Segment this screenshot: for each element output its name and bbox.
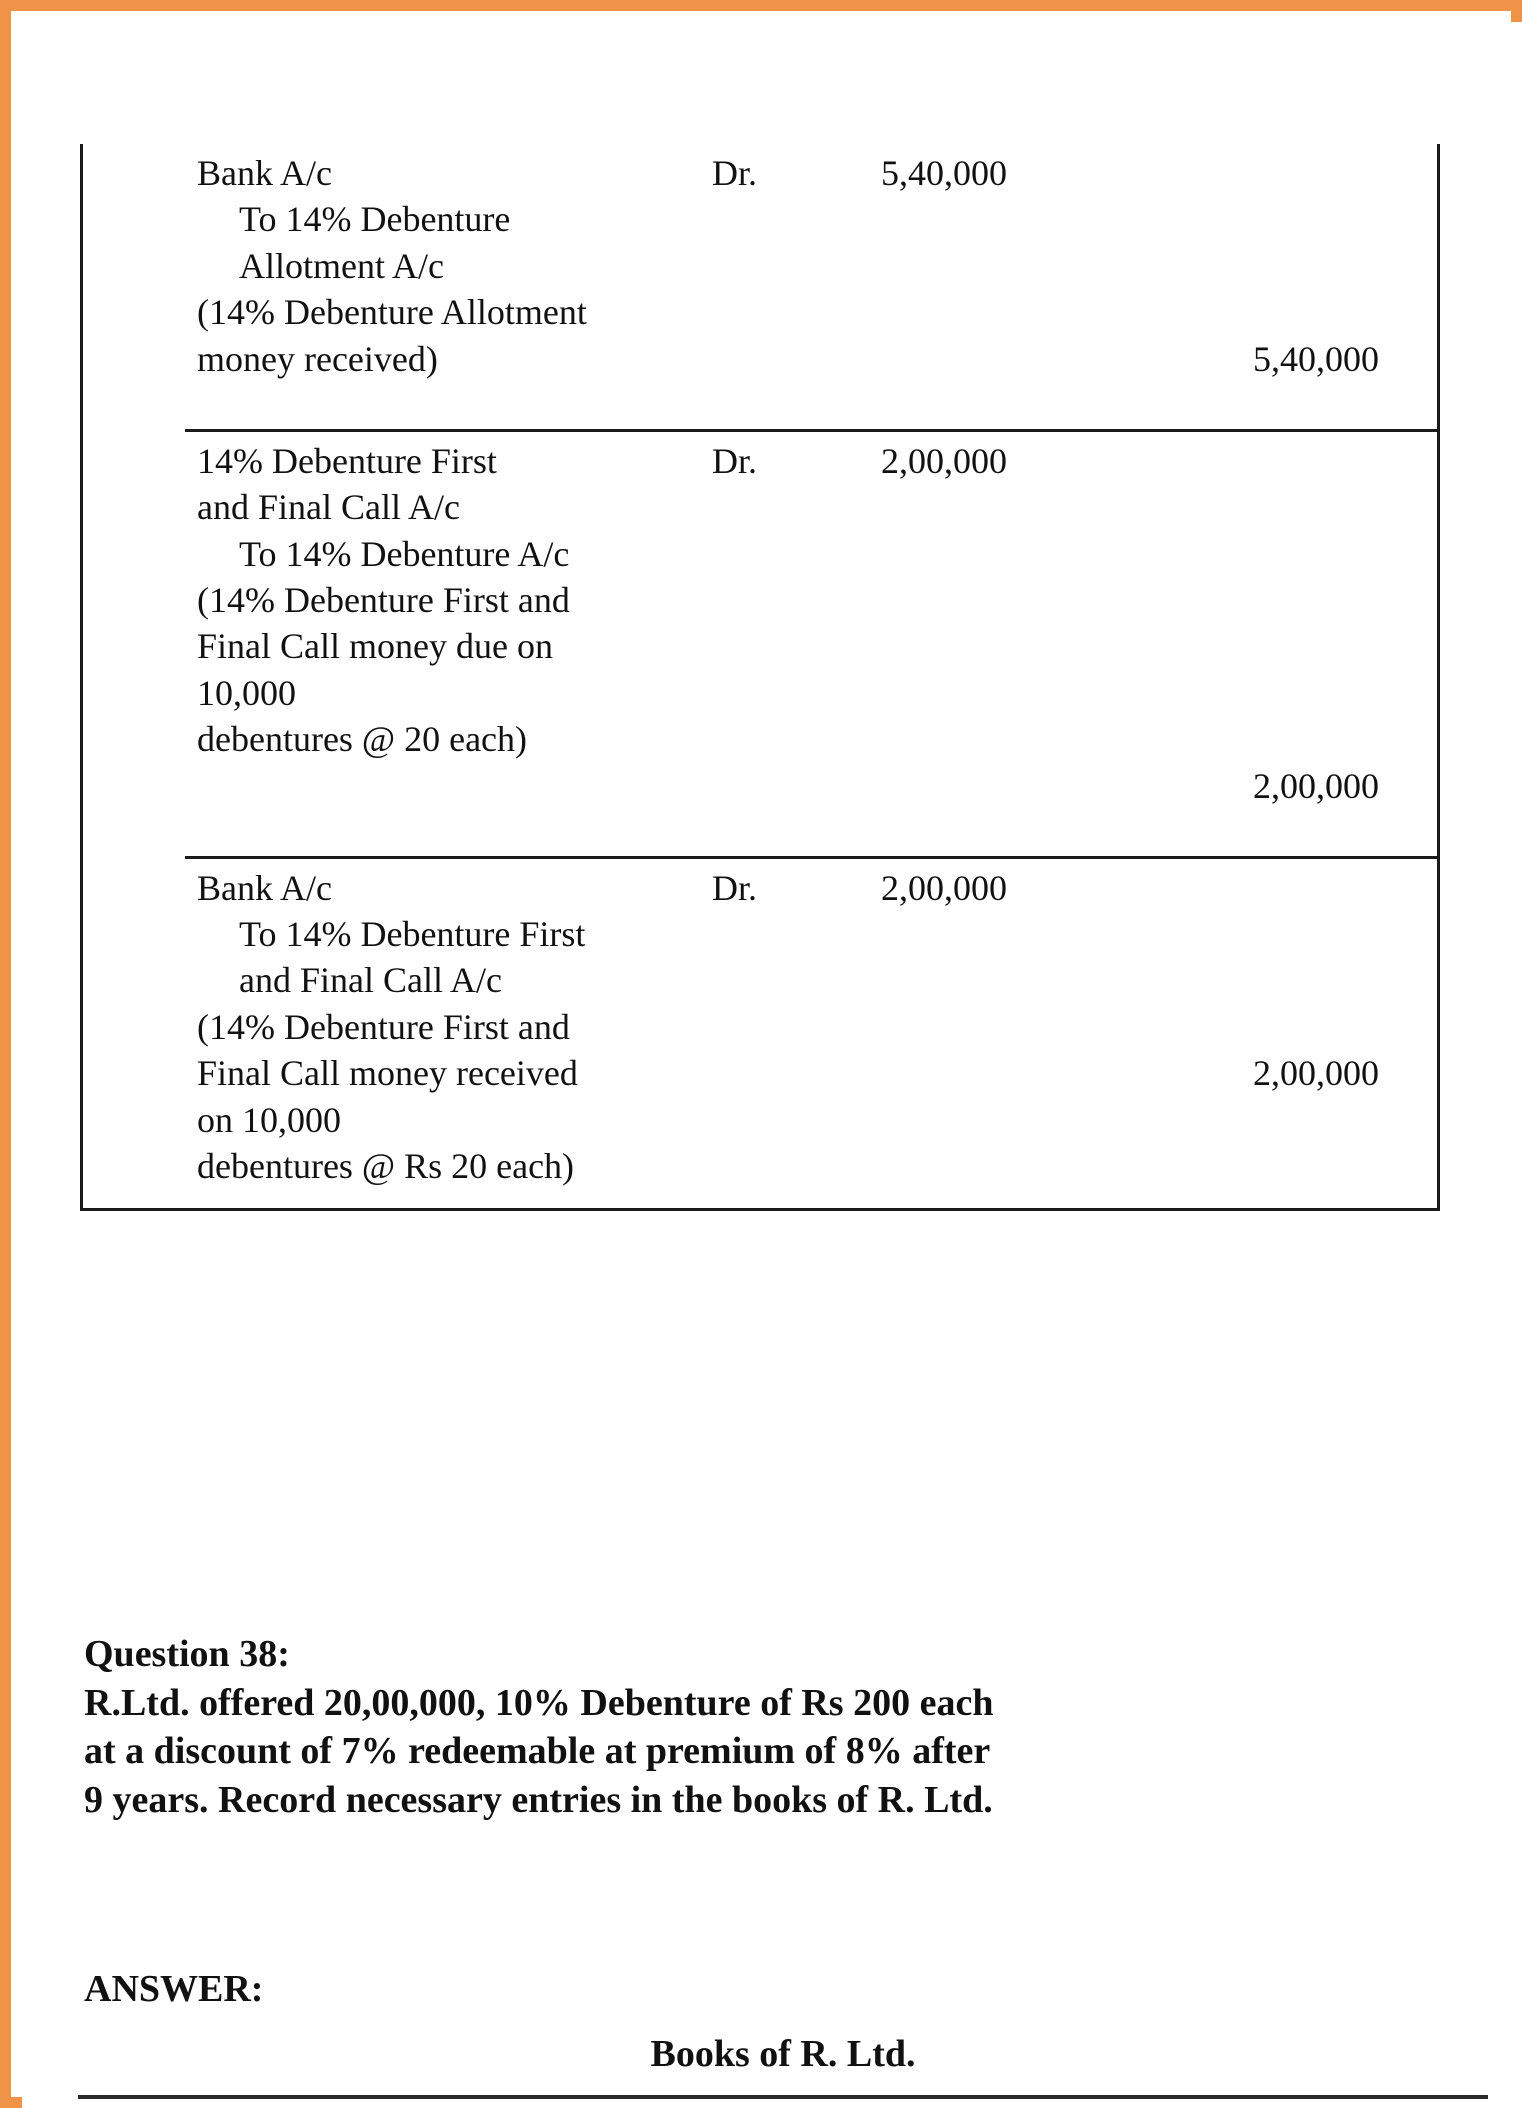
narration-line: (14% Debenture First and [197,579,570,620]
question-text-line: 9 years. Record necessary entries in the books of R. Ltd. [84,1778,993,1821]
particulars-line: To 14% Debenture A/c [239,533,570,574]
cell-credit [1091,857,1437,1208]
narration-line: (14% Debenture Allotment [197,292,587,333]
cell-debit [867,430,1091,857]
question-text-line: at a discount of 7% redeemable at premium of 8% after [84,1730,991,1773]
journal-table [83,144,1437,1208]
lf-value [773,432,867,438]
particulars-block [185,144,773,400]
narration-line: debentures @ 20 each) [197,719,528,760]
date-value [83,430,185,436]
cell-date [83,857,185,1208]
particulars-line: To 14% Debenture [239,199,511,240]
cell-credit [1091,430,1437,857]
credit-offset-spacer [1109,243,1425,289]
particulars-line: To 14% Debenture First [239,914,586,954]
credit-offset-spacer [1109,531,1425,577]
credit-amount: 5,40,000 [1253,338,1379,379]
account-name: Bank A/c [197,153,332,193]
journal-table-body [83,144,1437,1208]
credit-amount: 2,00,000 [1253,1053,1379,1094]
cell-lf [773,430,867,857]
particulars-head-line [197,865,763,911]
narration-line: debentures @ Rs 20 each) [197,1146,575,1187]
particulars-line: and Final Call A/c [197,487,460,528]
narration-line: 10,000 [197,672,296,713]
narration-line: Final Call money due on [197,626,553,667]
cell-particulars [185,430,773,857]
cell-lf [773,857,867,1208]
page-content [22,22,1522,2108]
credit-offset-spacer [1109,670,1425,716]
cell-credit [1091,144,1437,430]
lf-value [773,859,867,865]
credit-offset-spacer [1109,957,1425,1003]
particulars-line: Allotment A/c [239,245,444,286]
dr-cr-marker: Dr. [712,867,757,908]
table-row [83,430,1437,857]
cell-date [83,430,185,857]
date-value [83,144,185,150]
lf-value [773,144,867,150]
cell-lf [773,144,867,430]
debit-amount: 2,00,000 [881,440,1007,481]
particulars-block [185,859,773,1208]
narration-line: Final Call money received [197,1053,578,1094]
answer-label: ANSWER: [84,1968,264,2010]
cell-particulars [185,857,773,1208]
credit-amount-wrap [1091,144,1437,429]
cell-particulars [185,144,773,430]
particulars-head-line [197,438,763,484]
cell-debit [867,857,1091,1208]
books-of-title: Books of R. Ltd. [650,2033,916,2075]
narration-line: on 10,000 [197,1099,341,1140]
date-value [83,857,185,863]
particulars-block [185,432,773,781]
credit-amount-wrap [1091,432,1437,856]
cell-debit [867,144,1091,430]
narration-line: money received) [197,338,438,379]
debit-amount: 2,00,000 [881,867,1007,908]
credit-amount: 2,00,000 [1253,765,1379,806]
credit-amount-wrap [1091,859,1437,1144]
table-row [83,144,1437,430]
question-text-line: R.Ltd. offered 20,00,000, 10% Debenture of Rs 200 each [84,1681,994,1724]
particulars-line: and Final Call A/c [239,960,502,1001]
question-heading: Question 38: [84,1633,290,1675]
account-name: 14% Debenture First [197,440,497,481]
account-name: Bank A/c [197,867,332,908]
narration-line: (14% Debenture First and [197,1006,570,1047]
question-block [84,1630,1484,1825]
table-row [83,857,1437,1208]
particulars-head-line [197,150,763,196]
table-top-rule [78,2095,1488,2099]
dr-cr-marker: Dr. [712,440,757,481]
cell-date [83,144,185,430]
journal-entries-table [80,144,1440,1211]
dr-cr-marker: Dr. [712,153,757,193]
debit-amount: 5,40,000 [881,153,1007,193]
